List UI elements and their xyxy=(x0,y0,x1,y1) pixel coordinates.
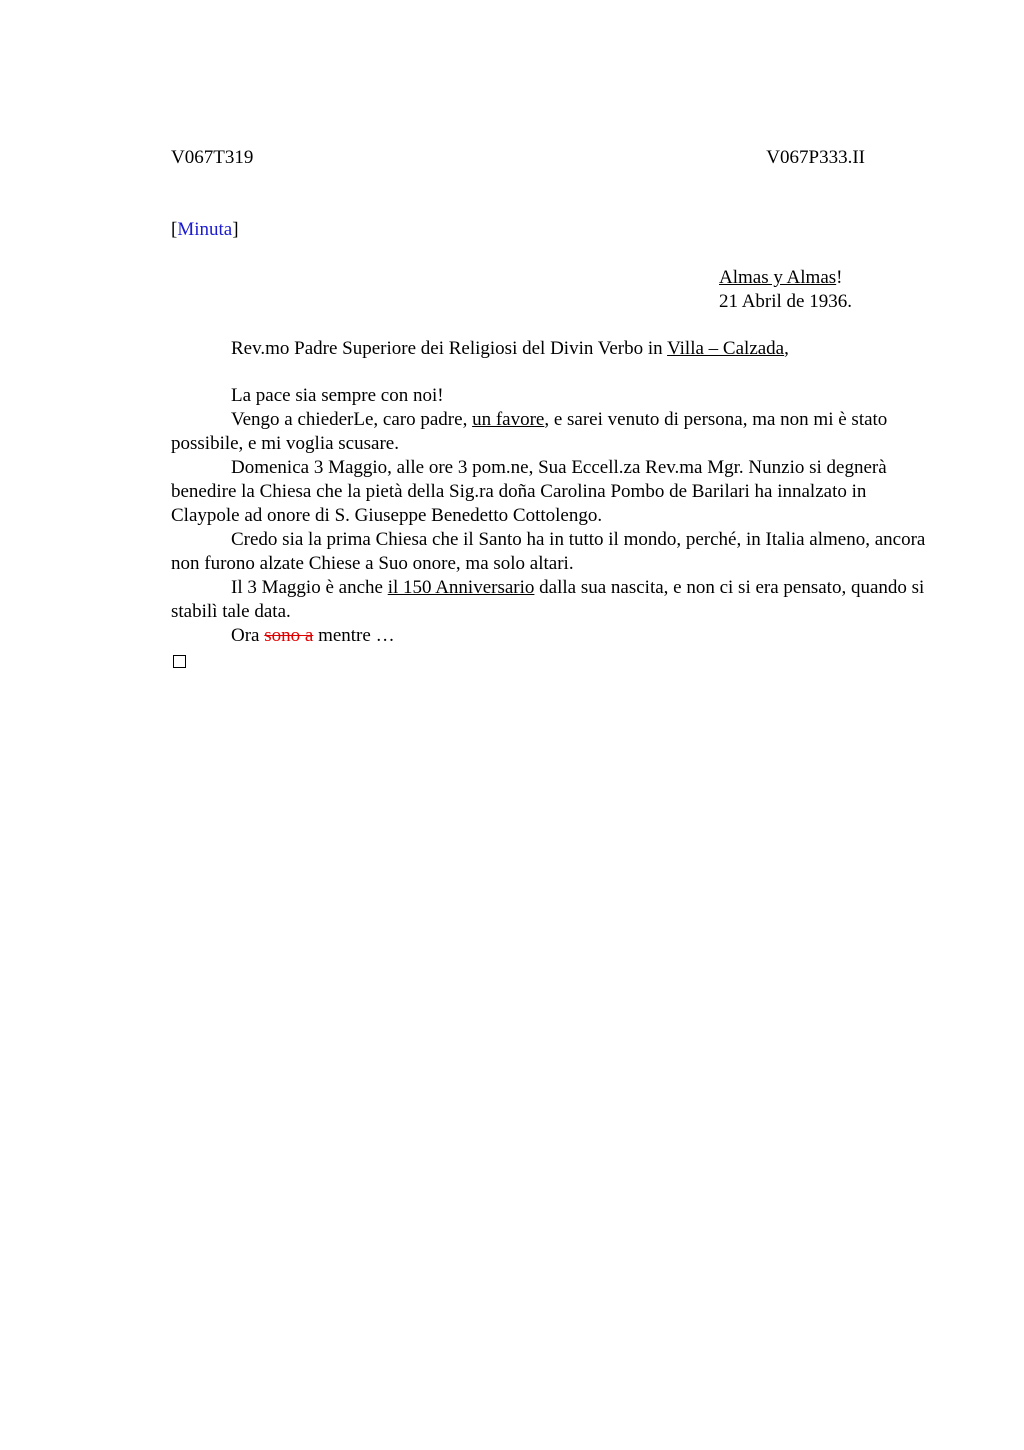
place-name: Almas y Almas xyxy=(719,267,837,288)
struck-text: sono a xyxy=(264,625,314,646)
place-line xyxy=(719,266,852,290)
p1-before: Vengo a chiederLe, caro padre, xyxy=(231,409,473,430)
addressee-place: Villa – Calzada xyxy=(667,338,785,359)
p5-before: Ora xyxy=(231,625,265,646)
letter-date: 21 Abril de 1936. xyxy=(719,291,852,312)
addressee-prefix: Rev.mo Padre Superiore dei Religiosi del Divin Verbo in xyxy=(231,338,668,359)
paragraph-5 xyxy=(171,624,931,648)
p4-before: Il 3 Maggio è anche xyxy=(231,577,388,598)
place-date-block xyxy=(719,266,852,314)
paragraph-1 xyxy=(171,408,931,456)
open-bracket: [ xyxy=(171,219,178,240)
letter-page xyxy=(171,0,927,1450)
minuta-label: Minuta xyxy=(177,219,233,240)
place-suffix: ! xyxy=(836,267,843,288)
square-outline-icon xyxy=(173,655,186,668)
document-code-right: V067P333.II xyxy=(766,147,865,168)
p1-underlined: un favore xyxy=(472,409,545,430)
close-bracket: ] xyxy=(232,219,239,240)
greeting: La pace sia sempre con noi! xyxy=(231,385,444,406)
p4-underlined: il 150 Anniversario xyxy=(387,577,535,598)
letter-body xyxy=(171,384,931,668)
paragraph-4 xyxy=(171,576,931,624)
addressee-line xyxy=(231,337,789,361)
header-row xyxy=(171,146,865,170)
p1-after: , e sarei venuto di persona, ma non mi è stato possibile, e mi voglia scusare. xyxy=(171,409,888,454)
p4-after: dalla sua nascita, e non ci si era pensato, quando si stabilì tale data. xyxy=(171,577,925,622)
addressee-suffix: , xyxy=(784,338,789,359)
paragraph-3: Credo sia la prima Chiesa che il Santo ha in tutto il mondo, perché, in Italia almeno, ancora non furono alzate Chiese a Suo onore, ma solo altari. xyxy=(171,529,926,574)
paragraph-2: Domenica 3 Maggio, alle ore 3 pom.ne, Sua Eccell.za Rev.ma Mgr. Nunzio si degnerà benedire la Chiesa che la pietà della Sig.ra doña Carolina Pombo de Barilari ha innalzato in Claypole ad onore di S. Giuseppe Benedetto Cottolengo. xyxy=(171,457,887,526)
draft-label xyxy=(171,218,239,242)
document-code-left: V067T319 xyxy=(171,147,254,168)
p5-after: mentre … xyxy=(313,625,395,646)
